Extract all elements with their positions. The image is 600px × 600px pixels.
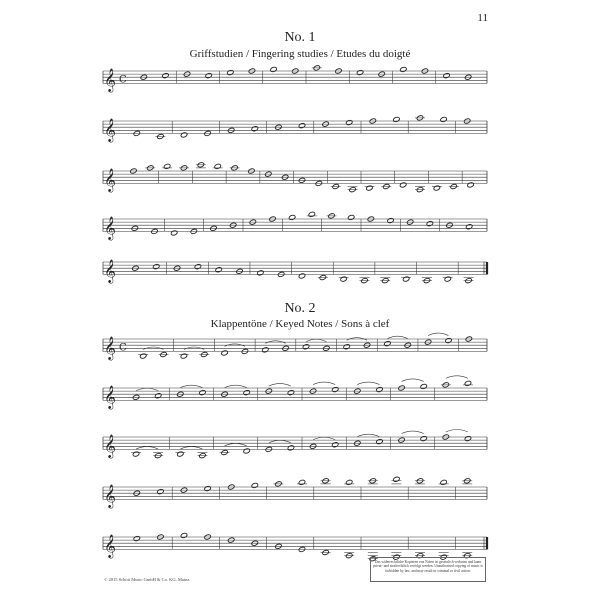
staff-system xyxy=(103,430,487,459)
whole-note xyxy=(444,276,451,282)
treble-clef-icon: 𝄞 xyxy=(104,483,116,508)
whole-note xyxy=(221,350,228,356)
staff-system xyxy=(103,258,487,283)
whole-note xyxy=(467,182,474,188)
whole-note xyxy=(308,211,315,217)
whole-note xyxy=(376,439,383,445)
whole-note xyxy=(180,132,187,138)
treble-clef-icon: 𝄞 xyxy=(104,167,116,192)
staff-system xyxy=(103,211,487,240)
whole-note xyxy=(287,445,294,451)
slur xyxy=(136,388,158,391)
whole-note xyxy=(288,214,295,220)
whole-note xyxy=(215,267,222,273)
whole-note xyxy=(298,123,305,129)
whole-note xyxy=(443,73,450,79)
slur xyxy=(225,443,247,446)
staff-system xyxy=(103,333,487,360)
treble-clef-icon: 𝄞 xyxy=(104,533,116,558)
whole-note xyxy=(331,442,338,448)
whole-note xyxy=(420,435,427,441)
staff-system xyxy=(103,65,487,93)
treble-clef-icon: 𝄞 xyxy=(104,258,116,283)
whole-note xyxy=(180,532,187,538)
whole-note xyxy=(257,270,264,276)
staff-system xyxy=(103,376,487,410)
whole-note xyxy=(384,341,391,347)
whole-note xyxy=(270,66,277,72)
whole-note xyxy=(205,73,212,79)
whole-note xyxy=(180,353,187,359)
whole-note xyxy=(356,69,363,75)
whole-note xyxy=(465,224,472,230)
whole-note xyxy=(440,116,447,122)
time-signature: C xyxy=(119,74,127,86)
whole-note xyxy=(393,116,400,122)
whole-note xyxy=(243,390,250,396)
whole-note xyxy=(399,182,406,188)
whole-note xyxy=(214,163,221,169)
piece-2-subtitle: Klappentöne / Keyed Notes / Sons à clef xyxy=(210,318,390,330)
whole-note xyxy=(262,347,269,353)
whole-note xyxy=(331,386,338,392)
staff-system xyxy=(103,115,487,143)
treble-clef-icon: 𝄞 xyxy=(104,67,116,92)
slur xyxy=(313,382,335,385)
whole-note xyxy=(154,393,161,399)
treble-clef-icon: 𝄞 xyxy=(104,215,116,240)
whole-note xyxy=(194,264,201,270)
page-number: 11 xyxy=(477,12,488,24)
whole-note xyxy=(157,489,164,495)
whole-note xyxy=(227,69,234,75)
whole-note xyxy=(345,479,352,485)
slur xyxy=(180,447,202,450)
treble-clef-icon: 𝄞 xyxy=(104,384,116,409)
time-signature: C xyxy=(119,342,127,354)
whole-note xyxy=(170,230,177,236)
whole-note xyxy=(133,535,140,541)
whole-note xyxy=(243,448,250,454)
whole-note xyxy=(347,214,354,220)
whole-note xyxy=(400,66,407,72)
whole-note xyxy=(393,476,400,482)
piece-2-title: No. 2 xyxy=(284,301,316,316)
treble-clef-icon: 𝄞 xyxy=(104,117,116,142)
slur xyxy=(402,379,424,382)
whole-note xyxy=(298,273,305,279)
slur xyxy=(306,339,326,342)
whole-note xyxy=(298,479,305,485)
slur xyxy=(357,382,379,385)
slur xyxy=(269,440,291,443)
treble-clef-icon: 𝄞 xyxy=(104,335,116,360)
whole-note xyxy=(366,185,373,191)
whole-note xyxy=(177,451,184,457)
staff-system xyxy=(103,162,487,193)
whole-note xyxy=(376,386,383,392)
whole-note xyxy=(287,390,294,396)
slur xyxy=(136,447,158,450)
whole-note xyxy=(387,217,394,223)
slur xyxy=(269,384,291,387)
slur xyxy=(446,376,468,379)
whole-note xyxy=(163,163,170,169)
piece-1-title: No. 1 xyxy=(284,30,316,45)
whole-note xyxy=(153,264,160,270)
slur xyxy=(225,385,247,388)
whole-note xyxy=(445,337,452,343)
whole-note xyxy=(440,479,447,485)
whole-note xyxy=(162,73,169,79)
whole-note xyxy=(464,380,471,386)
whole-note xyxy=(343,344,350,350)
whole-note xyxy=(420,383,427,389)
whole-note xyxy=(139,353,146,359)
whole-note xyxy=(251,126,258,132)
piece-1-subtitle: Griffstudien / Fingering studies / Etudes du doigté xyxy=(189,48,411,60)
slur xyxy=(387,336,407,339)
staff-system xyxy=(103,476,487,508)
treble-clef-icon: 𝄞 xyxy=(104,433,116,458)
whole-note xyxy=(204,485,211,491)
copy-warning-box: Das widerrechtliche Kopieren von Noten ist gesetzlich verboten und kann privat- und strafrechtlich verfolgt werden. Unauthorised copying of music is forbidden by law, and may result in criminal or civil action. xyxy=(370,557,486,582)
copyright-notice: © 2015 Schott Music GmbH & Co. KG, Mainz xyxy=(104,577,190,582)
whole-note xyxy=(132,451,139,457)
whole-note xyxy=(340,276,347,282)
slur xyxy=(313,437,335,440)
whole-note xyxy=(464,435,471,441)
whole-note xyxy=(402,276,409,282)
slur xyxy=(357,434,379,437)
whole-note xyxy=(426,221,433,227)
whole-note xyxy=(345,119,352,125)
slur xyxy=(446,430,468,433)
whole-note xyxy=(433,185,440,191)
whole-note xyxy=(302,344,309,350)
whole-note xyxy=(251,482,258,488)
slur xyxy=(402,431,424,434)
slur xyxy=(428,333,448,336)
slur xyxy=(180,385,202,388)
whole-note xyxy=(199,390,206,396)
